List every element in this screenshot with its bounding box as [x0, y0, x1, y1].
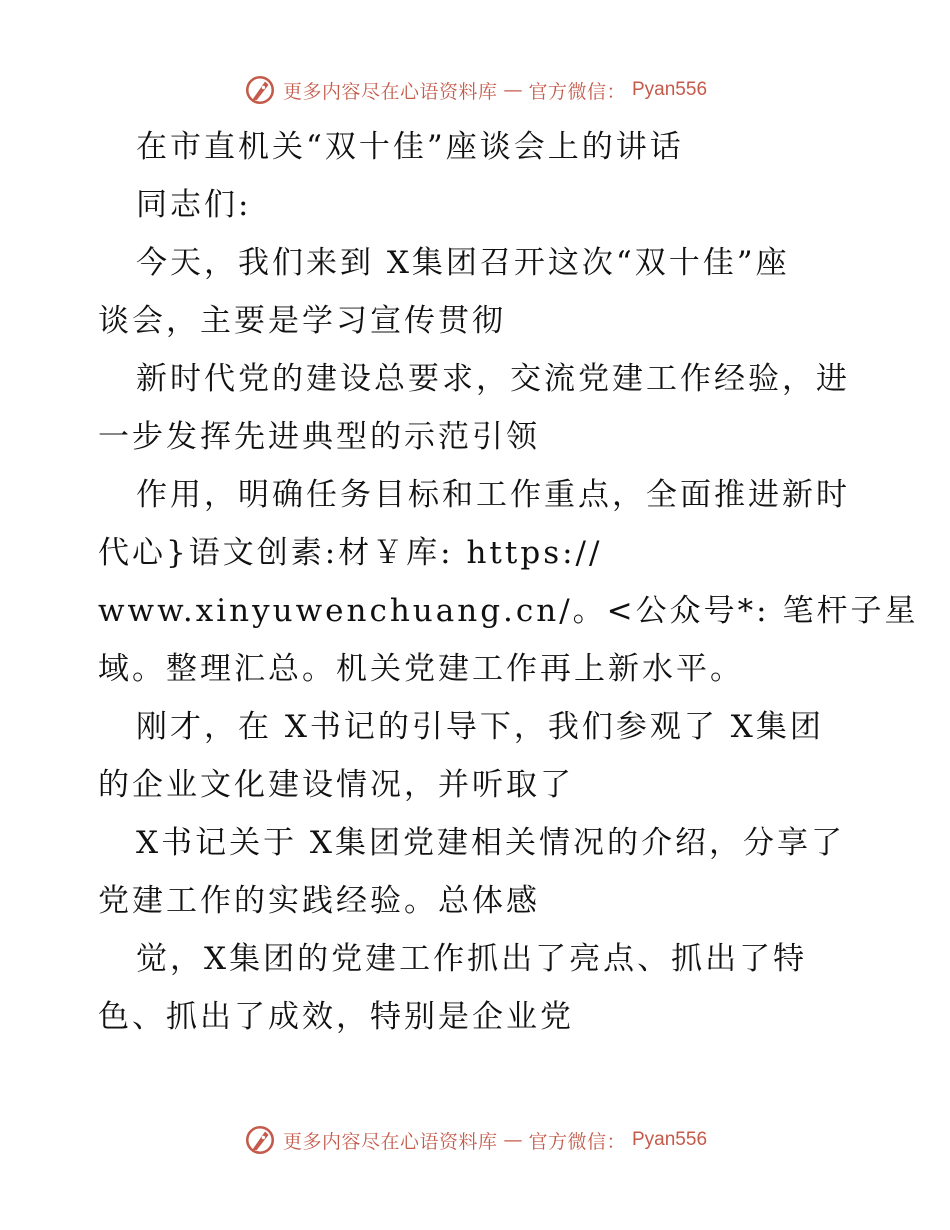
watermark-contact-id: Pyan556: [632, 79, 708, 100]
text-line: 新时代党的建设总要求，交流党建工作经验，进: [136, 361, 850, 397]
text-line: www.xinyuwenchuang.cn/。<公众号*: 笔杆子星: [98, 593, 919, 629]
text-line: 色、抓出了成效，特别是企业党: [98, 999, 574, 1035]
text-line: X书记关于 X集团党建相关情况的介绍，分享了: [136, 825, 845, 861]
pen-nib-logo-icon: [243, 73, 277, 107]
text-line: 今天，我们来到 X集团召开这次“双十佳”座: [136, 245, 790, 281]
watermark-brand-text: 更多内容尽在心语资料库: [282, 80, 498, 103]
header-watermark: [0, 70, 950, 110]
text-line: 作用，明确任务目标和工作重点，全面推进新时: [136, 477, 850, 513]
text-line: 党建工作的实践经验。总体感: [98, 883, 540, 919]
text-line: 一步发挥先进典型的示范引领: [98, 419, 540, 455]
text-line: 的企业文化建设情况，并听取了: [98, 767, 574, 803]
document-title: 在市直机关“双十佳”座谈会上的讲话: [136, 129, 684, 165]
text-line: 代心}语文创素:材￥库: https://: [98, 535, 603, 571]
document-body: [98, 118, 919, 1046]
text-line: 谈会，主要是学习宣传贯彻: [98, 303, 506, 339]
watermark-separator: —: [503, 1129, 523, 1151]
text-line: 觉，X集团的党建工作抓出了亮点、抓出了特: [136, 941, 808, 977]
text-line: 刚才，在 X书记的引导下，我们参观了 X集团: [136, 709, 824, 745]
watermark-contact-text: 官方微信：: [528, 80, 626, 103]
watermark-contact-text: 官方微信：: [528, 1130, 626, 1153]
pen-nib-logo-icon: [243, 1123, 277, 1157]
watermark-separator: —: [503, 79, 523, 101]
text-line: 域。整理汇总。机关党建工作再上新水平。: [98, 651, 744, 687]
footer-watermark: [0, 1120, 950, 1160]
watermark-brand-text: 更多内容尽在心语资料库: [282, 1130, 498, 1153]
text-line: 同志们:: [136, 187, 252, 223]
watermark-contact-id: Pyan556: [632, 1129, 708, 1150]
